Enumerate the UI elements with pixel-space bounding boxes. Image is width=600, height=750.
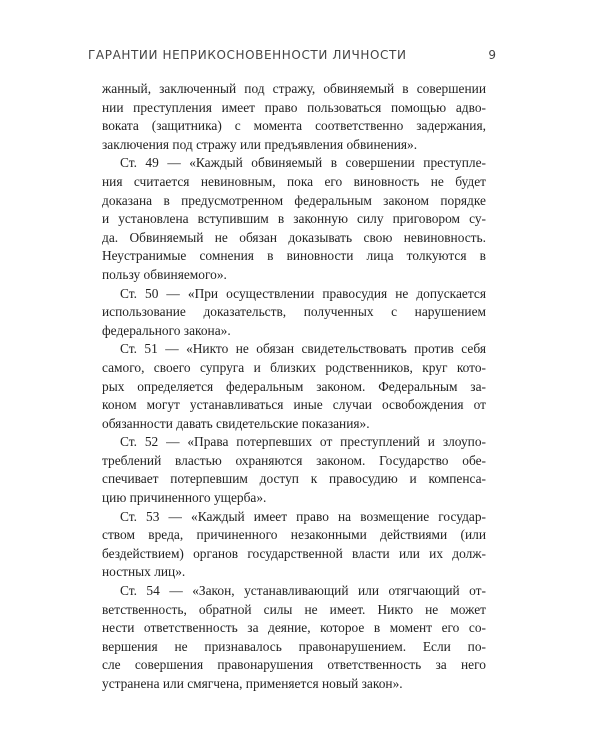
text-line: заключения под стражу или предъявления обвинения». [102, 136, 418, 152]
text-line: федерального закона». [102, 322, 231, 338]
text-line: пользу обвиняемого». [102, 266, 227, 282]
text-line: рых определяется федеральным законом. Федеральным за- [102, 378, 486, 394]
text-line: цию причиненного ущерба». [102, 490, 267, 506]
text-line: коном могут устанавливаться иные случаи освобождения от [102, 397, 486, 413]
text-line: бездействием) органов государственной власти или их долж- [102, 545, 486, 561]
text-line: нии преступления имеет право пользоваться помощью адво- [102, 99, 486, 115]
text-line: Ст. 52 — «Права потерпевших от преступлений и злоупо- [120, 434, 486, 450]
text-line: Ст. 51 — «Никто не обязан свидетельствовать против себя [120, 341, 486, 357]
text-line: ния считается невиновным, пока его виновность не будет [102, 173, 486, 189]
text-line: треблений властью охраняются законом. Государство обе- [102, 452, 486, 468]
text-line: вершения не признавалось правонарушением. Если по- [102, 638, 486, 654]
text-line: доказана в предусмотренном федеральным законом порядке [102, 192, 486, 208]
text-line: жанный, заключенный под стражу, обвиняемый в совершении [102, 81, 486, 96]
text-line: нести ответственность за деяние, которое в момент его со- [102, 620, 486, 636]
running-header-title: ГАРАНТИИ НЕПРИКОСНОВЕННОСТИ ЛИЧНОСТИ [88, 48, 407, 62]
text-line: ством вреда, причиненного незаконными действиями (или [102, 527, 486, 543]
text-line: ностных лиц». [102, 564, 186, 580]
text-line: ветственность, обратной силы не имеет. Никто не может [102, 601, 486, 617]
text-line: Ст. 53 — «Каждый имеет право на возмещение государ- [120, 508, 486, 524]
text-line: Ст. 49 — «Каждый обвиняемый в совершении преступле- [120, 155, 486, 171]
text-line: сле совершения правонарушения ответственность за него [102, 657, 486, 673]
running-header [88, 48, 496, 68]
text-line: обязанности давать свидетельские показания». [102, 415, 370, 431]
text-line: Неустранимые сомнения в виновности лица толкуются в [102, 248, 486, 264]
text-line: и установлена вступившим в законную силу приговором су- [102, 211, 486, 227]
text-line: Ст. 54 — «Закон, устанавливающий или отягчающий от- [120, 583, 486, 599]
text-line: использование доказательств, полученных с нарушением [102, 304, 486, 320]
text-line: спечивает потерпевшим доступ к правосудию и компенса- [102, 471, 486, 487]
text-line: самого, своего супруга и близких родственников, круг кото- [102, 359, 486, 375]
text-line: воката (защитника) с момента соответственно задержания, [102, 118, 486, 134]
text-line: да. Обвиняемый не обязан доказывать свою невиновность. [102, 229, 486, 245]
text-line: Ст. 50 — «При осуществлении правосудия не допускается [120, 285, 486, 301]
body-text [102, 80, 486, 694]
page-number: 9 [488, 48, 496, 62]
text-line: устранена или смягчена, применяется новый закон». [102, 676, 403, 691]
